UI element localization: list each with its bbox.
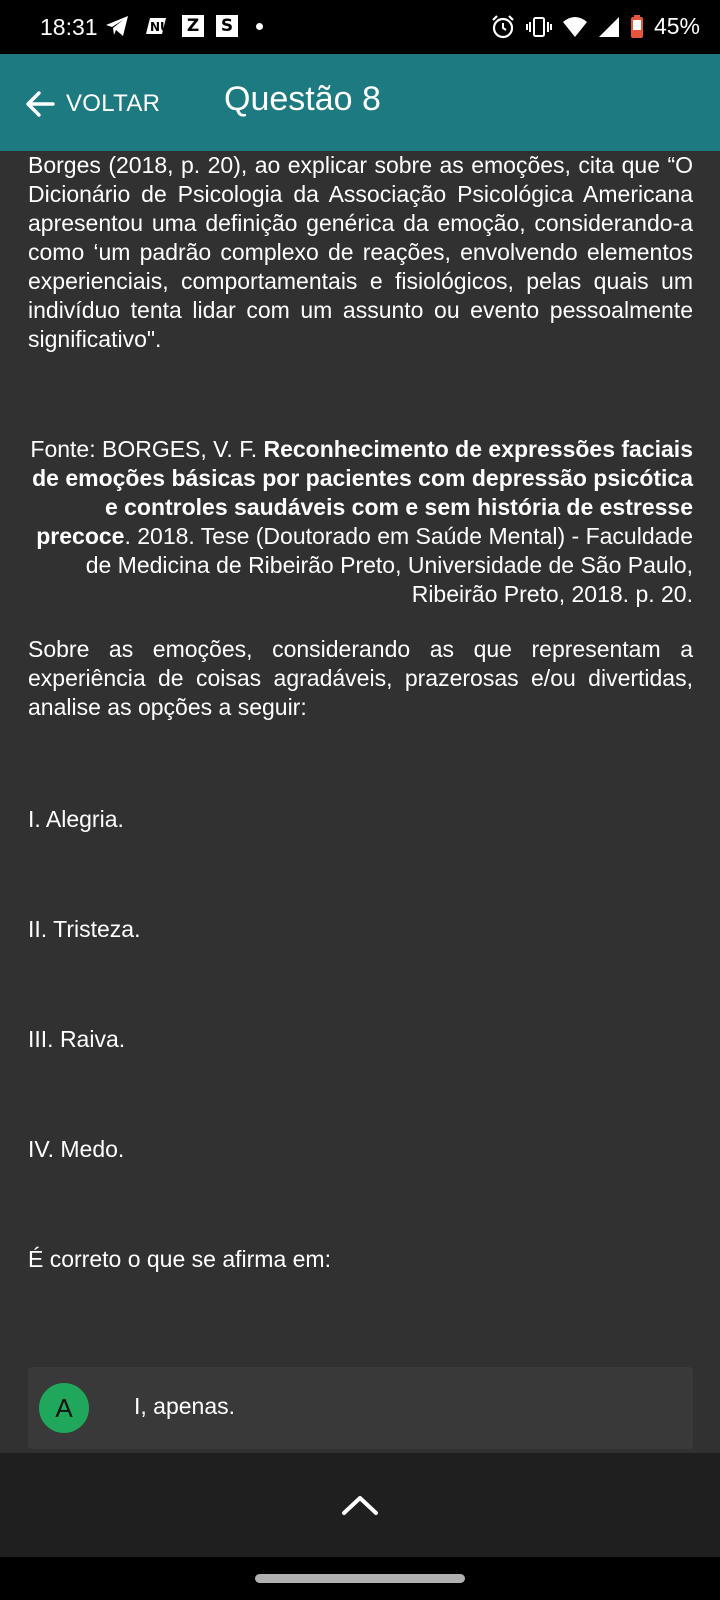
question-text: Sobre as emoções, considerando as que representam a experiência de coisas agradáveis, prazerosas e/ou divertidas, analise as opções a seguir: [28,636,693,720]
answer-text: I, apenas. [134,1393,236,1419]
statement-item: III. Raiva. [28,1026,126,1052]
question-intro: Borges (2018, p. 20), ao explicar sobre as emoções, cita que “O Dicionário de Psicologia da Associação Psicológica Americana apresentou uma definição genérica da emoção, considerando-a como ‘um padrão complexo de reações, envolvendo elementos experienciais, comportamentais e fisiológicos, pelas quais um indivíduo tenta lidar com um assunto ou evento pessoalmente significativo". [28,152,693,352]
question-prompt: É correto o que se afirma em: [28,1246,331,1272]
status-bar [0,0,720,54]
notification-icons [104,14,263,38]
answer-option-a[interactable] [28,1367,693,1449]
back-label: VOLTAR [66,90,161,117]
dot-icon [256,23,263,30]
source-suffix: . 2018. Tese (Doutorado em Saúde Mental) - Faculdade de Medicina de Ribeirão Preto, Universidade de São Paulo, Ribeirão Preto, 2018. p. 20. [85,523,693,607]
status-time: 18:31 [40,14,98,40]
expand-answers-button[interactable] [330,1485,390,1525]
statement-item: IV. Medo. [28,1136,125,1162]
statement-item: I. Alegria. [28,806,124,832]
source-prefix: Fonte: BORGES, V. F. [30,436,264,462]
system-nav-bar [0,1557,720,1600]
back-button[interactable] [24,82,160,126]
chevron-up-icon [330,1485,390,1525]
page-title: Questão 8 [224,80,381,118]
svg-text:NU: NU [150,20,170,34]
source-title: Reconhecimento de expressões faciais de emoções básicas por pacientes com depressão psicótica e controles saudáveis com e sem história de estresse precoce [32,436,693,549]
nu-icon [142,14,170,38]
s-icon: S [216,15,238,37]
answer-letter-badge: A [39,1383,89,1433]
arrow-left-icon [24,89,56,119]
alarm-icon [490,14,516,40]
home-gesture-handle[interactable] [255,1574,465,1583]
bottom-bar [0,1453,720,1557]
z-icon: Z [182,15,204,37]
statement-item: II. Tristeza. [28,916,141,942]
battery-percentage: 45% [653,13,700,39]
battery-icon [630,15,644,39]
signal-icon [598,16,620,38]
app-bar [0,54,720,151]
telegram-icon [104,14,130,38]
source-citation [28,435,693,609]
question-content [28,151,693,1274]
vibrate-icon [526,15,552,39]
wifi-icon [562,16,588,38]
system-icons [490,13,700,40]
